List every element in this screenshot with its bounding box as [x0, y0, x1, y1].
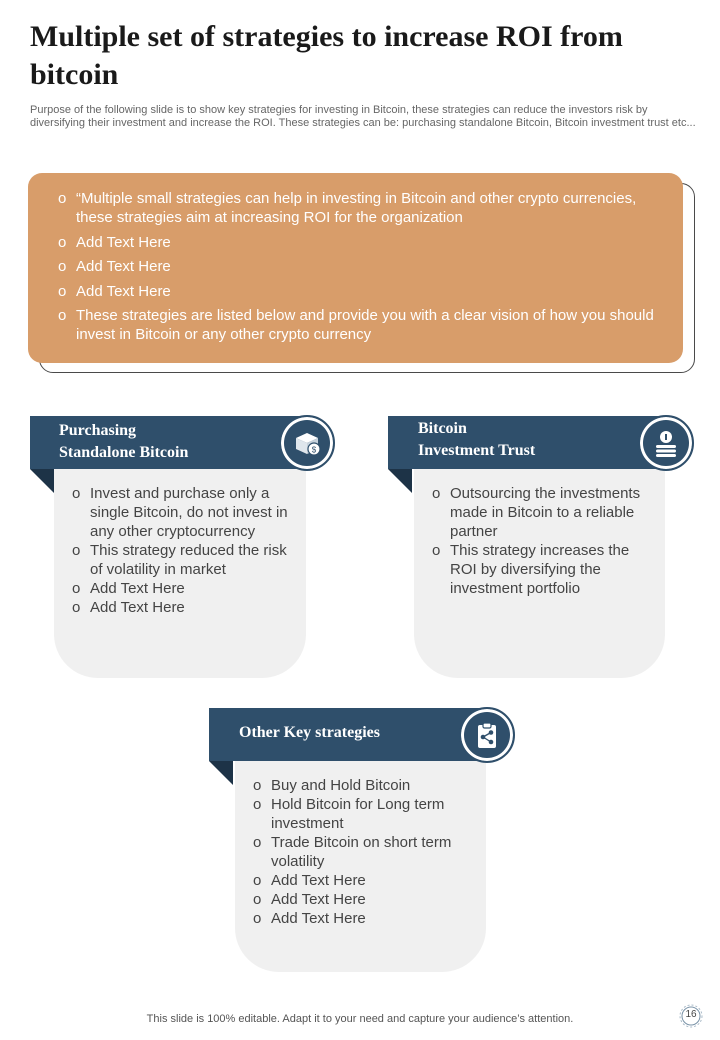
- list-item: o Outsourcing the investments made in Bitcoin to a reliable partner: [432, 484, 647, 541]
- page-number-badge: [679, 1004, 703, 1028]
- card-title-line: Purchasing: [59, 422, 137, 439]
- ribbon-fold: [30, 469, 54, 493]
- purpose-text: Purpose of the following slide is to show key strategies for investing in Bitcoin, these strategies can reduce the investors risk by diversifying their investment and increase the ROI. These strategies can be: purchasing standalone Bitcoin, Bitcoin investment trust etc...: [30, 104, 696, 129]
- list-item: o Add Text Here: [253, 890, 470, 909]
- coin-stack-icon: [638, 415, 694, 471]
- intro-item: o “Multiple small strategies can help in investing in Bitcoin and other crypto currencies, these strategies aim at increasing ROI for the organization: [58, 189, 663, 227]
- box-coin-icon: [279, 415, 335, 471]
- card-standalone-bitcoin: [54, 468, 306, 678]
- card-list: [235, 760, 486, 928]
- card-title-line: Other Key strategies: [239, 724, 380, 741]
- list-item: o This strategy increases the ROI by diversifying the investment portfolio: [432, 541, 647, 598]
- intro-list: [28, 173, 683, 344]
- card-title-line: Standalone Bitcoin: [59, 444, 189, 461]
- card-title-ribbon: [388, 416, 663, 469]
- card-title-line: Bitcoin: [418, 420, 467, 437]
- page-number: 16: [685, 1009, 697, 1020]
- intro-item: o Add Text Here: [58, 233, 663, 252]
- card-title-ribbon: [30, 416, 305, 469]
- card-list: [414, 468, 665, 598]
- list-item: o Hold Bitcoin for Long term investment: [253, 795, 470, 833]
- intro-item: o These strategies are listed below and provide you with a clear vision of how you should invest in Bitcoin or any other crypto currency: [58, 306, 663, 344]
- card-title-line: Investment Trust: [418, 442, 536, 459]
- intro-item: o Add Text Here: [58, 257, 663, 276]
- list-item: o Trade Bitcoin on short term volatility: [253, 833, 470, 871]
- card-investment-trust: [414, 468, 665, 678]
- ribbon-fold: [388, 469, 412, 493]
- list-item: o Invest and purchase only a single Bitcoin, do not invest in any other cryptocurrency: [72, 484, 288, 541]
- list-item: o This strategy reduced the risk of volatility in market: [72, 541, 288, 579]
- card-other-strategies: [235, 760, 486, 972]
- clipboard-share-icon: [459, 707, 515, 763]
- ribbon-fold: [209, 761, 233, 785]
- intro-box: [28, 173, 683, 363]
- list-item: o Add Text Here: [253, 871, 470, 890]
- list-item: o Add Text Here: [253, 909, 470, 928]
- footer-text: This slide is 100% editable. Adapt it to your need and capture your audience’s attention.: [146, 1013, 574, 1025]
- list-item: o Buy and Hold Bitcoin: [253, 776, 470, 795]
- page-title: Multiple set of strategies to increase ROI from bitcoin: [30, 20, 623, 91]
- card-title-ribbon: [209, 708, 485, 761]
- card-list: [54, 468, 306, 617]
- intro-item: o Add Text Here: [58, 282, 663, 301]
- svg-text:$: $: [311, 445, 317, 455]
- list-item: o Add Text Here: [72, 598, 288, 617]
- list-item: o Add Text Here: [72, 579, 288, 598]
